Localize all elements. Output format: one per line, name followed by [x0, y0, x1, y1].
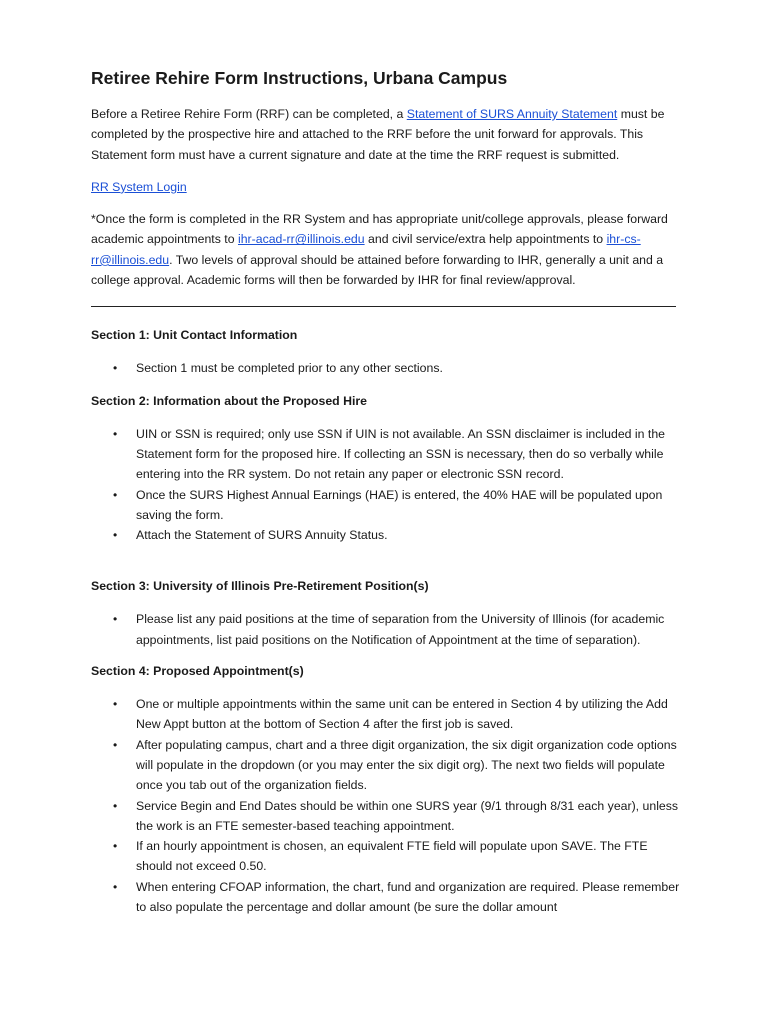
list-item: • Section 1 must be completed prior to any other sections.: [91, 358, 681, 378]
section-1-heading: Section 1: Unit Contact Information: [91, 328, 298, 343]
page-title: Retiree Rehire Form Instructions, Urbana Campus: [91, 68, 508, 88]
note-text-2: and civil service/extra help appointments to: [364, 232, 607, 247]
list-item: • UIN or SSN is required; only use SSN if UIN is not available. An SSN disclaimer is included in the Statement form for the proposed hire. If collecting an SSN is necessary, then do so verbally while entering into the RR system. Do not retain any paper or electronic SSN record.: [91, 424, 681, 485]
intro-text-after: must be completed by the prospective hire and attached to the RRF before the unit forward for approvals. This Statement form must have a current signature and date at the time the RRF request is submitted.: [91, 107, 665, 162]
bullet-icon: •: [113, 426, 118, 441]
bullet-icon: •: [113, 612, 118, 627]
section-1-list: [91, 358, 681, 378]
section-2-list: [91, 424, 681, 546]
intro-text-before: Before a Retiree Rehire Form (RRF) can be completed, a: [91, 107, 407, 121]
bullet-icon: •: [113, 798, 118, 813]
bullet-icon: •: [113, 737, 118, 752]
note-text-1: *Once the form is completed in the RR System and has appropriate unit/college approvals, please forward academic appointments to: [91, 212, 668, 247]
note-text-3: . Two levels of approval should be attained before forwarding to IHR, generally a unit and a college approval. Academic forms will then be forwarded by IHR for final review/approval.: [91, 252, 664, 288]
bullet-icon: •: [113, 879, 118, 894]
bullet-icon: •: [113, 528, 118, 543]
bullet-icon: •: [113, 487, 118, 502]
list-item: • Attach the Statement of SURS Annuity Status.: [91, 525, 681, 545]
section-3-heading: Section 3: University of Illinois Pre-Retirement Position(s): [91, 579, 429, 594]
approval-note: [91, 209, 681, 290]
email-cs-link[interactable]: ihr-cs-rr@illinois.edu: [91, 232, 641, 267]
list-item: • Please list any paid positions at the time of separation from the University of Illinois (for academic appointments, list paid positions on the Notification of Appointment at the time of separation).: [91, 609, 681, 650]
intro-paragraph: [91, 104, 681, 165]
email-acad-link[interactable]: ihr-acad-rr@illinois.edu: [237, 232, 365, 247]
list-item: • If an hourly appointment is chosen, an equivalent FTE field will populate upon SAVE. The FTE should not exceed 0.50.: [91, 836, 681, 877]
horizontal-divider: [91, 306, 676, 307]
section-2-heading: Section 2: Information about the Proposed Hire: [91, 393, 368, 408]
list-item: • After populating campus, chart and a three digit organization, the six digit organization code options will populate in the dropdown (or you may enter the six digit org). The next two fields will populate once you tab out of the organization fields.: [91, 735, 681, 796]
document-page: [91, 66, 681, 917]
list-item: • One or multiple appointments within the same unit can be entered in Section 4 by utilizing the Add New Appt button at the bottom of Section 4 after the first job is saved.: [91, 694, 681, 735]
rr-system-login-link[interactable]: RR System Login: [91, 179, 187, 194]
list-item: • When entering CFOAP information, the chart, fund and organization are required. Please remember to also populate the percentage and dollar amount (be sure the dollar amount: [91, 877, 681, 918]
section-4-list: [91, 694, 681, 917]
bullet-icon: •: [113, 697, 118, 712]
bullet-icon: •: [113, 839, 118, 854]
login-paragraph: [91, 177, 681, 197]
list-item: • Service Begin and End Dates should be within one SURS year (9/1 through 8/31 each year), unless the work is an FTE semester-based teaching appointment.: [91, 796, 681, 837]
section-4-heading: Section 4: Proposed Appointment(s): [91, 664, 304, 679]
surs-statement-link[interactable]: Statement of SURS Annuity Statement: [406, 107, 618, 121]
bullet-icon: •: [113, 361, 118, 376]
list-item: • Once the SURS Highest Annual Earnings (HAE) is entered, the 40% HAE will be populated upon saving the form.: [91, 485, 681, 526]
section-3-list: [91, 609, 681, 650]
